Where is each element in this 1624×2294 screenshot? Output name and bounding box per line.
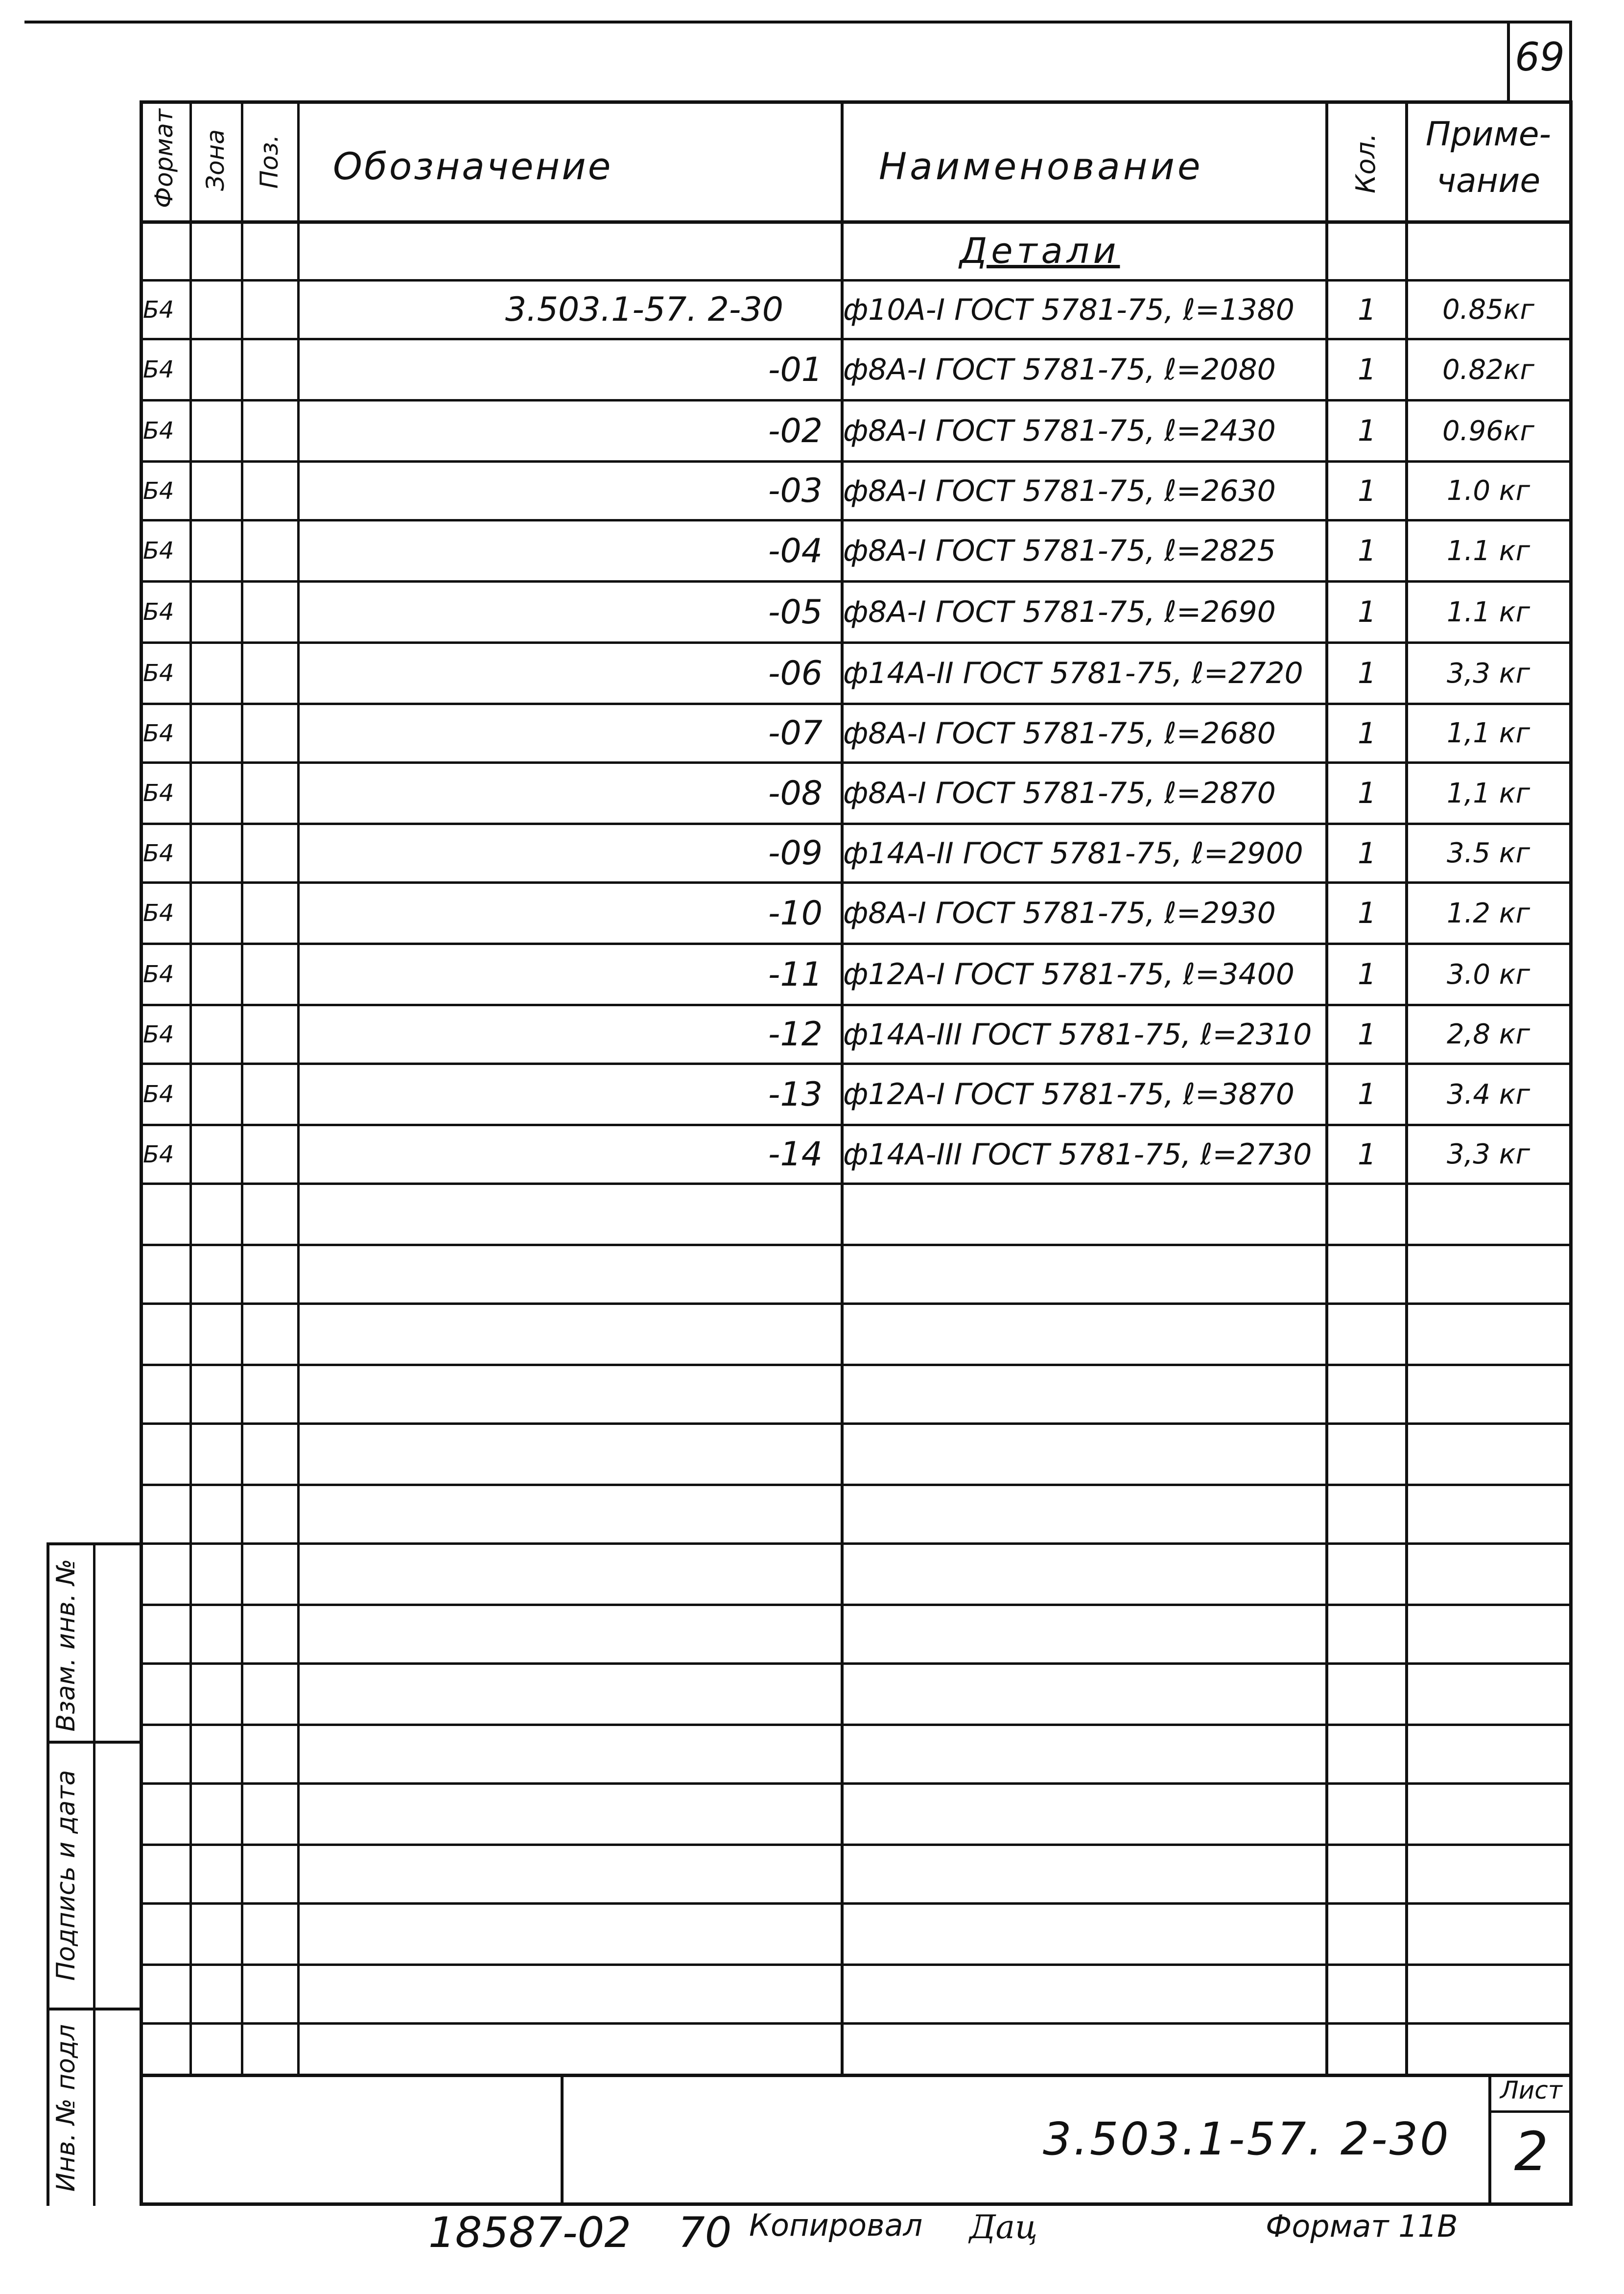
row-note: 1.1 кг [1446, 596, 1530, 628]
row-designation: -10 [768, 894, 823, 933]
header-zone: Зона [201, 129, 230, 191]
row-name: ф8А-I ГОСТ 5781-75, ℓ=2680 [843, 716, 1276, 751]
row-qty: 1 [1357, 292, 1377, 327]
row-format: Б4 [143, 1081, 174, 1108]
row-name: ф14А-III ГОСТ 5781-75, ℓ=2310 [843, 1017, 1312, 1052]
row-note: 0.85кг [1442, 294, 1534, 326]
row-note: 0.82кг [1442, 354, 1534, 386]
row-note: 1.1 кг [1446, 535, 1530, 567]
row-qty: 1 [1357, 776, 1377, 810]
row-line [140, 1244, 1572, 1246]
top-border [24, 21, 1572, 24]
header-qty: Кол. [1350, 133, 1381, 193]
row-designation: -01 [768, 350, 823, 389]
row-designation: -06 [768, 654, 823, 693]
row-qty: 1 [1357, 1077, 1377, 1112]
row-name: ф14А-II ГОСТ 5781-75, ℓ=2900 [843, 836, 1303, 871]
row-designation: -03 [768, 472, 823, 510]
row-qty: 1 [1357, 473, 1377, 508]
row-qty: 1 [1357, 414, 1377, 448]
row-name: ф8А-I ГОСТ 5781-75, ℓ=2430 [843, 414, 1276, 448]
frame-left [140, 100, 143, 2206]
row-format: Б4 [143, 961, 174, 988]
row-format: Б4 [143, 598, 174, 626]
frame-right [1569, 100, 1573, 2206]
title-block-top [140, 2074, 1572, 2077]
row-designation: -08 [768, 774, 823, 813]
row-designation: -04 [768, 531, 823, 570]
row-qty: 1 [1357, 656, 1377, 690]
sheet-number-box-right [1569, 21, 1572, 103]
row-format: Б4 [143, 296, 174, 324]
row-name: ф8А-I ГОСТ 5781-75, ℓ=2930 [843, 896, 1276, 930]
row-qty: 1 [1357, 836, 1377, 871]
row-line [140, 2022, 1572, 2025]
col-line-designation [297, 100, 300, 2076]
row-qty: 1 [1357, 353, 1377, 387]
row-name: ф12А-I ГОСТ 5781-75, ℓ=3400 [843, 957, 1294, 992]
header-designation: Обозначение [333, 144, 613, 188]
row-name: ф10А-I ГОСТ 5781-75, ℓ=1380 [843, 292, 1294, 327]
row-qty: 1 [1357, 1017, 1377, 1052]
col-line-pos [241, 100, 243, 2076]
row-qty: 1 [1357, 957, 1377, 992]
row-note: 2,8 кг [1446, 1018, 1530, 1050]
row-line [140, 1542, 1572, 1545]
header-separator [140, 220, 1572, 224]
sheet-number: 69 [1515, 34, 1565, 80]
row-qty: 1 [1357, 716, 1377, 751]
row-designation: -13 [768, 1075, 823, 1114]
list-number: 2 [1514, 2120, 1549, 2183]
footer-format-label: Формат 11В [1266, 2208, 1458, 2244]
row-name: ф12А-I ГОСТ 5781-75, ℓ=3870 [843, 1077, 1294, 1112]
row-line [140, 1484, 1572, 1486]
footer-signature: Дац [969, 2208, 1038, 2246]
row-note: 0.96кг [1442, 415, 1534, 447]
row-line [140, 1364, 1572, 1366]
row-name: ф8А-I ГОСТ 5781-75, ℓ=2630 [843, 473, 1276, 508]
header-note-line2: чание [1436, 162, 1541, 200]
row-note: 1,1 кг [1446, 777, 1530, 809]
row-format: Б4 [143, 477, 174, 505]
side-stamp-mid [93, 1542, 95, 2206]
side-label-podpis-data: Подпись и дата [51, 1770, 81, 1981]
row-name: ф8А-I ГОСТ 5781-75, ℓ=2825 [843, 534, 1276, 568]
row-designation: -05 [768, 592, 823, 632]
col-line-zone [189, 100, 192, 2076]
row-line [140, 1902, 1572, 1905]
row-format: Б4 [143, 1020, 174, 1048]
sheet-number-box-left [1507, 21, 1510, 103]
row-designation: 3.503.1-57. 2-30 [505, 290, 783, 329]
list-label: Лист [1500, 2076, 1562, 2105]
side-label-inv-podl: Инв. № подл [51, 2024, 81, 2192]
row-note: 3.0 кг [1446, 958, 1530, 991]
row-note: 3,3 кг [1446, 657, 1530, 689]
row-name: ф8А-I ГОСТ 5781-75, ℓ=2690 [843, 595, 1276, 629]
row-note: 3.4 кг [1446, 1078, 1530, 1111]
row-format: Б4 [143, 1140, 174, 1168]
header-pos: Поз. [255, 134, 283, 189]
row-line [140, 1724, 1572, 1726]
row-designation: -14 [768, 1135, 823, 1174]
row-qty: 1 [1357, 534, 1377, 568]
side-label-vzam-inv: Взам. инв. № [51, 1559, 81, 1732]
row-line [140, 1782, 1572, 1785]
row-name: ф8А-I ГОСТ 5781-75, ℓ=2870 [843, 776, 1276, 810]
row-name: ф8А-I ГОСТ 5781-75, ℓ=2080 [843, 353, 1276, 387]
row-qty: 1 [1357, 1137, 1377, 1172]
row-format: Б4 [143, 356, 174, 383]
footer-copied-label: Копировал [749, 2207, 923, 2243]
row-format: Б4 [143, 660, 174, 687]
footer-order: 18587-02 [428, 2208, 632, 2257]
row-designation: -07 [768, 714, 823, 753]
row-note: 1.2 кг [1446, 897, 1530, 929]
row-qty: 1 [1357, 896, 1377, 930]
frame-bottom [140, 2202, 1572, 2206]
row-line [140, 1963, 1572, 1966]
row-line [140, 1182, 1572, 1185]
row-name: ф14А-II ГОСТ 5781-75, ℓ=2720 [843, 656, 1303, 690]
row-format: Б4 [143, 899, 174, 927]
frame-top [140, 100, 1572, 104]
section-title: Детали [960, 230, 1120, 271]
row-line [140, 1604, 1572, 1606]
row-line [140, 1844, 1572, 1846]
row-note: 1.0 кг [1446, 475, 1530, 507]
row-line [140, 1302, 1572, 1305]
row-format: Б4 [143, 839, 174, 867]
title-block-list-sep [1488, 2110, 1572, 2113]
row-name: ф14А-III ГОСТ 5781-75, ℓ=2730 [843, 1137, 1312, 1172]
row-format: Б4 [143, 780, 174, 807]
row-qty: 1 [1357, 595, 1377, 629]
row-format: Б4 [143, 417, 174, 445]
footer-sheet: 70 [678, 2208, 732, 2257]
row-line [140, 1422, 1572, 1425]
doc-code: 3.503.1-57. 2-30 [1043, 2113, 1451, 2165]
row-note: 1,1 кг [1446, 717, 1530, 749]
row-designation: -09 [768, 834, 823, 873]
title-block-divider [561, 2074, 564, 2206]
header-name: Наименование [879, 144, 1203, 188]
header-format: Формат [150, 109, 178, 208]
row-designation: -02 [768, 411, 823, 450]
row-format: Б4 [143, 537, 174, 565]
row-line [140, 1662, 1572, 1665]
row-format: Б4 [143, 719, 174, 747]
row-designation: -12 [768, 1015, 823, 1054]
row-designation: -11 [768, 955, 823, 994]
row-note: 3,3 кг [1446, 1138, 1530, 1170]
row-note: 3.5 кг [1446, 837, 1530, 869]
header-note-line1: Приме- [1425, 115, 1552, 154]
